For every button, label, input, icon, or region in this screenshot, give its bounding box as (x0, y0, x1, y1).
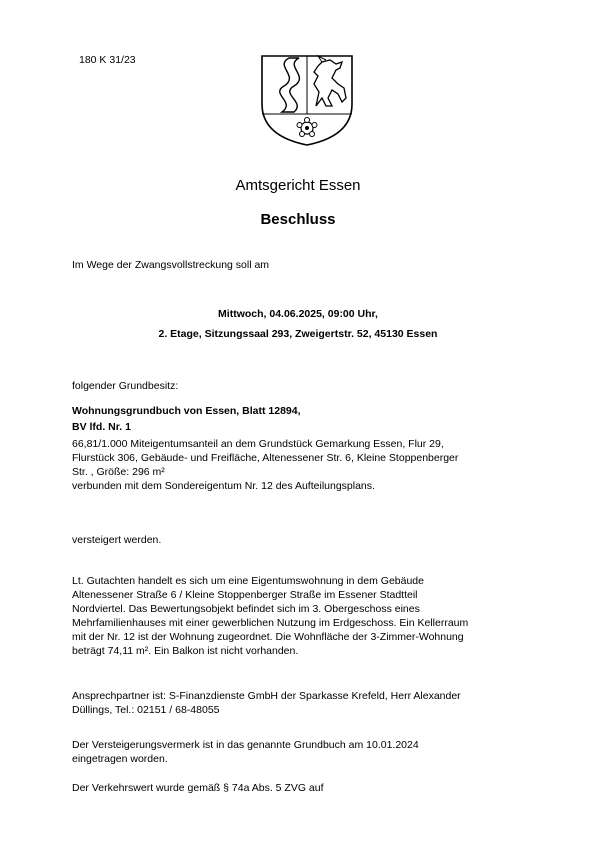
court-name: Amtsgericht Essen (235, 177, 361, 194)
auction-note: versteigert werden. (72, 534, 162, 546)
intro-text: Im Wege der Zwangsvollstreckung soll am (72, 259, 270, 271)
registration-line: eingetragen worden. (72, 753, 168, 765)
registration-text (72, 738, 419, 766)
property-line: verbunden mit dem Sondereigentum Nr. 12 des Aufteilungsplans. (72, 480, 375, 492)
appraisal-text (72, 574, 468, 658)
appraisal-line: Lt. Gutachten handelt es sich um eine Eigentumswohnung in dem Gebäude (72, 575, 424, 587)
property-intro: folgender Grundbesitz: (72, 380, 179, 392)
appraisal-line: beträgt 74,11 m². Ein Balkon ist nicht vorhanden. (72, 645, 299, 657)
property-line: Flurstück 306, Gebäude- und Freifläche, Altenessener Str. 6, Kleine Stoppenberger (72, 452, 459, 464)
registry-item: BV lfd. Nr. 1 (72, 421, 131, 433)
contact-line: Ansprechpartner ist: S-Finanzdienste GmbH der Sparkasse Krefeld, Herr Alexander (72, 690, 461, 702)
contact-line: Düllings, Tel.: 02151 / 68-48055 (72, 704, 220, 716)
decision-title: Beschluss (260, 211, 336, 228)
property-description (72, 437, 458, 493)
valuation-text: Der Verkehrswert wurde gemäß § 74a Abs. 5 ZVG auf (72, 782, 324, 794)
registration-line: Der Versteigerungsvermerk ist in das genannte Grundbuch am 10.01.2024 (72, 739, 419, 751)
property-line: 66,81/1.000 Miteigentumsanteil an dem Grundstück Gemarkung Essen, Flur 29, (72, 438, 444, 450)
contact-text (72, 689, 461, 717)
property-line: Str. , Größe: 296 m² (72, 466, 165, 478)
registry-title: Wohnungsgrundbuch von Essen, Blatt 12894, (72, 405, 301, 417)
appraisal-line: Mehrfamilienhauses mit einer gewerblichen Nutzung im Erdgeschoss. Ein Kellerraum (72, 617, 469, 629)
coat-of-arms-icon (256, 48, 358, 148)
auction-date: Mittwoch, 04.06.2025, 09:00 Uhr, (218, 308, 378, 320)
auction-location: 2. Etage, Sitzungssaal 293, Zweigertstr. 52, 45130 Essen (158, 328, 438, 340)
appraisal-line: mit der Nr. 12 ist der Wohnung zugeordnet. Die Wohnfläche der 3-Zimmer-Wohnung (72, 631, 464, 643)
case-reference: 180 K 31/23 (79, 54, 136, 66)
appraisal-line: Altenessener Straße 6 / Kleine Stoppenberger Straße im Essener Stadtteil (72, 589, 418, 601)
appraisal-line: Nordviertel. Das Bewertungsobjekt befindet sich im 3. Obergeschoss eines (72, 603, 420, 615)
